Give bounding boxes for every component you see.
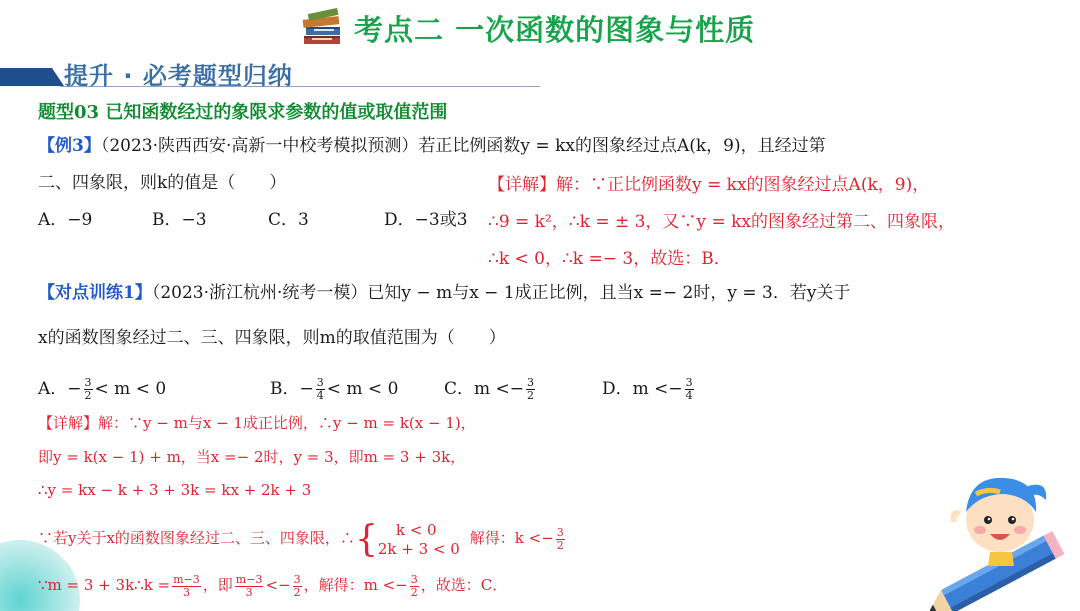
- practice1-option-a: [38, 374, 270, 404]
- practice1-solution-tag: 【详解】: [38, 414, 99, 432]
- practice1-tag: 【对点训练1】: [38, 283, 152, 303]
- section-band: [0, 68, 52, 86]
- option-a-num: 3: [84, 376, 92, 389]
- line4-post: 解得：k <−: [469, 529, 554, 547]
- example3-option-a: A．−9: [38, 210, 93, 230]
- practice1-option-c: [444, 374, 602, 404]
- line5-b: ，即: [202, 576, 233, 594]
- line4-fraction: [556, 527, 565, 552]
- line4-num: 3: [556, 525, 564, 539]
- option-b-label: B．−: [270, 379, 314, 399]
- line5-d: ，解得：m <−: [303, 576, 408, 594]
- option-a-tail: < m < 0: [94, 379, 167, 399]
- system-line2: 2k + 3 < 0: [377, 540, 460, 558]
- option-b-fraction: [316, 377, 325, 402]
- practice1-solution-line4: [38, 516, 567, 561]
- example3-line1: [38, 135, 826, 157]
- line5-fraction1: [172, 574, 201, 599]
- line5-fraction4: [410, 574, 419, 599]
- example3-solution-line1: [488, 174, 929, 196]
- practice1-solution-line3: ∴y = kx − k + 3 + 3k = kx + 2k + 3: [38, 481, 312, 499]
- line5-f4-den: 2: [410, 585, 418, 599]
- boy-with-pencil-illustration: [930, 462, 1080, 611]
- example3-solution-text1: 解：∵正比例函数y = kx的图象经过点A(k，9)，: [556, 175, 930, 195]
- line5-f3-num: 3: [293, 572, 301, 586]
- option-b-tail: < m < 0: [326, 379, 399, 399]
- option-d-num: 3: [685, 376, 693, 389]
- line5-fraction3: [293, 574, 302, 599]
- line4-pre: ∵若y关于x的函数图象经过二、三、四象限，∴: [38, 529, 355, 547]
- line5-a: ∵m = 3 + 3k∴k =: [38, 576, 171, 594]
- practice1-line1: [38, 282, 850, 304]
- example3-option-c: C．3: [268, 210, 309, 230]
- section-header: [0, 52, 560, 92]
- example3-solution-line2: ∴9 = k²，∴k = ± 3，又∵y = kx的图象经过第二、四象限，: [488, 212, 955, 232]
- option-d-fraction: [685, 377, 694, 402]
- system-line1: k < 0: [395, 521, 437, 539]
- practice1-solution-line1: [38, 412, 476, 434]
- line5-f2-den: 3: [245, 585, 253, 599]
- brace-icon: {: [354, 519, 378, 560]
- books-icon: [300, 8, 346, 48]
- practice1-text1: （2023·浙江杭州·统考一模）已知y − m与x − 1成正比例，且当x =− 2时，y = 3．若y关于: [151, 283, 851, 303]
- practice1-option-b: [270, 374, 444, 404]
- option-c-den: 2: [527, 389, 535, 402]
- practice1-option-d: [602, 376, 696, 402]
- practice1-options: [38, 374, 696, 404]
- example3-solution-line3: ∴k < 0，∴k =− 3，故选：B．: [488, 249, 731, 269]
- example3-options: [38, 209, 468, 231]
- line5-f3-den: 2: [293, 585, 301, 599]
- option-d-label: D．m <−: [602, 379, 683, 399]
- inequality-system: [355, 517, 460, 561]
- example3-solution-tag: 【详解】: [488, 175, 556, 195]
- example3-tag: 【例3】: [38, 136, 101, 156]
- option-a-fraction: [84, 377, 93, 402]
- practice1-solution-line2: 即y = k(x − 1) + m，当x =− 2时，y = 3，即m = 3 + 3k，: [38, 448, 466, 466]
- line5-e: ，故选：C．: [420, 576, 508, 594]
- example3-text1: （2023·陕西西安·高新一中校考模拟预测）若正比例函数y = kx的图象经过点A(k，9)，且经过第: [100, 136, 826, 156]
- example3-option-b: B．−3: [152, 210, 207, 230]
- page-title: 考点二 一次函数的图象与性质: [354, 12, 756, 47]
- line5-c: <−: [265, 576, 291, 594]
- option-c-num: 3: [527, 376, 535, 389]
- practice1-solution-line5: [38, 570, 507, 600]
- option-b-num: 3: [316, 376, 324, 389]
- practice1-line2: x的函数图象经过二、三、四象限，则m的取值范围为（ ）: [38, 328, 506, 348]
- section-title: 提升 · 必考题型归纳: [64, 62, 293, 90]
- option-a-den: 2: [84, 389, 92, 402]
- line5-f2-num: m−3: [235, 572, 263, 586]
- section-arrow-icon: [52, 68, 64, 86]
- line5-f4-num: 3: [410, 572, 418, 586]
- example3-option-d: D．−3或3: [384, 210, 468, 230]
- option-b-den: 4: [316, 389, 324, 402]
- line5-fraction2: [235, 574, 264, 599]
- example3-line2: 二、四象限，则k的值是（ ）: [38, 173, 287, 193]
- practice1-solution-text1: 解：∵y − m与x − 1成正比例，∴y − m = k(x − 1)，: [98, 414, 476, 432]
- option-c-fraction: [526, 377, 535, 402]
- option-c-label: C．m <−: [444, 379, 525, 399]
- line5-f1-num: m−3: [173, 572, 200, 586]
- option-a-label: A．−: [38, 379, 82, 399]
- line4-den: 2: [556, 538, 564, 552]
- system-lines: [378, 521, 460, 559]
- option-d-den: 4: [685, 389, 693, 402]
- header: [300, 6, 755, 50]
- question-type-title: 题型03 已知函数经过的象限求参数的值或取值范围: [38, 102, 448, 123]
- line5-f1-den: 3: [182, 585, 190, 599]
